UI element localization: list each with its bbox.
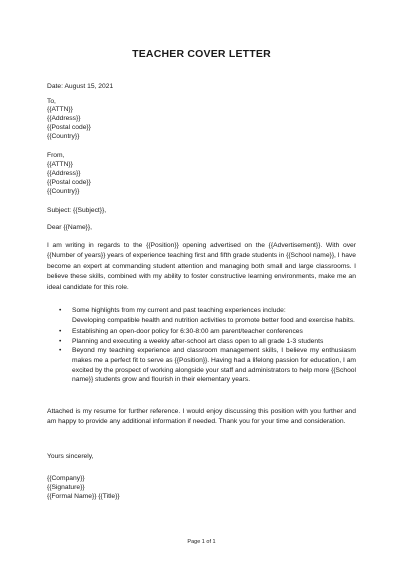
bullet-icon: • [59,328,62,336]
from-address: {{Address}} [47,170,81,177]
signature-line: {{Signature}} [47,484,85,491]
signature-company: {{Company}} [47,475,85,482]
page-number: Page 1 of 1 [187,539,216,545]
list-item [47,306,356,316]
date-line: Date: August 15, 2021 [47,83,114,90]
list-item [47,327,356,337]
salutation: Dear {{Name}}, [47,224,92,231]
list-item [47,337,356,347]
bullet-icon: • [59,307,62,314]
document-title: TEACHER COVER LETTER [132,48,271,60]
bullet-icon: • [59,337,62,345]
signature-name-title: {{Formal Name}} {{Title}} [47,493,120,500]
list-item-subtext: Developing compatible health and nutrition activities to promote better food and exercise habits. [72,316,355,324]
to-label: To, [47,98,56,105]
highlights-list [47,306,356,385]
to-country: {{Country}} [47,133,80,140]
bullet-text: Some highlights from my current and past teaching experiences include: [72,307,286,314]
bullet-text: Planning and executing a weekly after-school art class open to all grade 1-3 students [72,337,324,345]
intro-paragraph: I am writing in regards to the {{Position}} opening advertised on the {{Advertisement}}. With over {{Number of years}} years of experience teaching first and fifth grade students in {{School name}}, I have become an expert at commanding student attention and managing both small and large classrooms. I believe these skills, combined with my ability to foster constructive learning environments, make me an ideal candidate for this role. [47,242,356,291]
subject-line: Subject: {{Subject}}, [47,207,107,214]
closing-paragraph: Attached is my resume for further reference. I would enjoy discussing this position with you further and am happy to provide any additional information if needed. Thank you for your time and consideration. [47,408,356,426]
bullet-icon: • [59,347,62,355]
bullet-text: Beyond my teaching experience and classroom management skills, I believe my enthusiasm makes me a perfect fit to serve as {{Position}}. Having had a lifelong passion for education, I am excited by the prospect of working alongside your staff and administrators to help more {{School name}} students grow and flourish in their elementary years. [72,347,356,384]
to-address: {{Address}} [47,115,81,122]
list-item [47,346,356,384]
from-postal-code: {{Postal code}} [47,179,91,186]
bullet-text: Establishing an open-door policy for 6:30-8:00 am parent/teacher conferences [72,328,303,336]
to-attn: {{ATTN}} [47,106,73,113]
from-label: From, [47,152,65,159]
from-attn: {{ATTN}} [47,161,73,168]
to-postal-code: {{Postal code}} [47,124,91,131]
signoff: Yours sincerely, [47,453,94,460]
from-country: {{Country}} [47,188,80,195]
